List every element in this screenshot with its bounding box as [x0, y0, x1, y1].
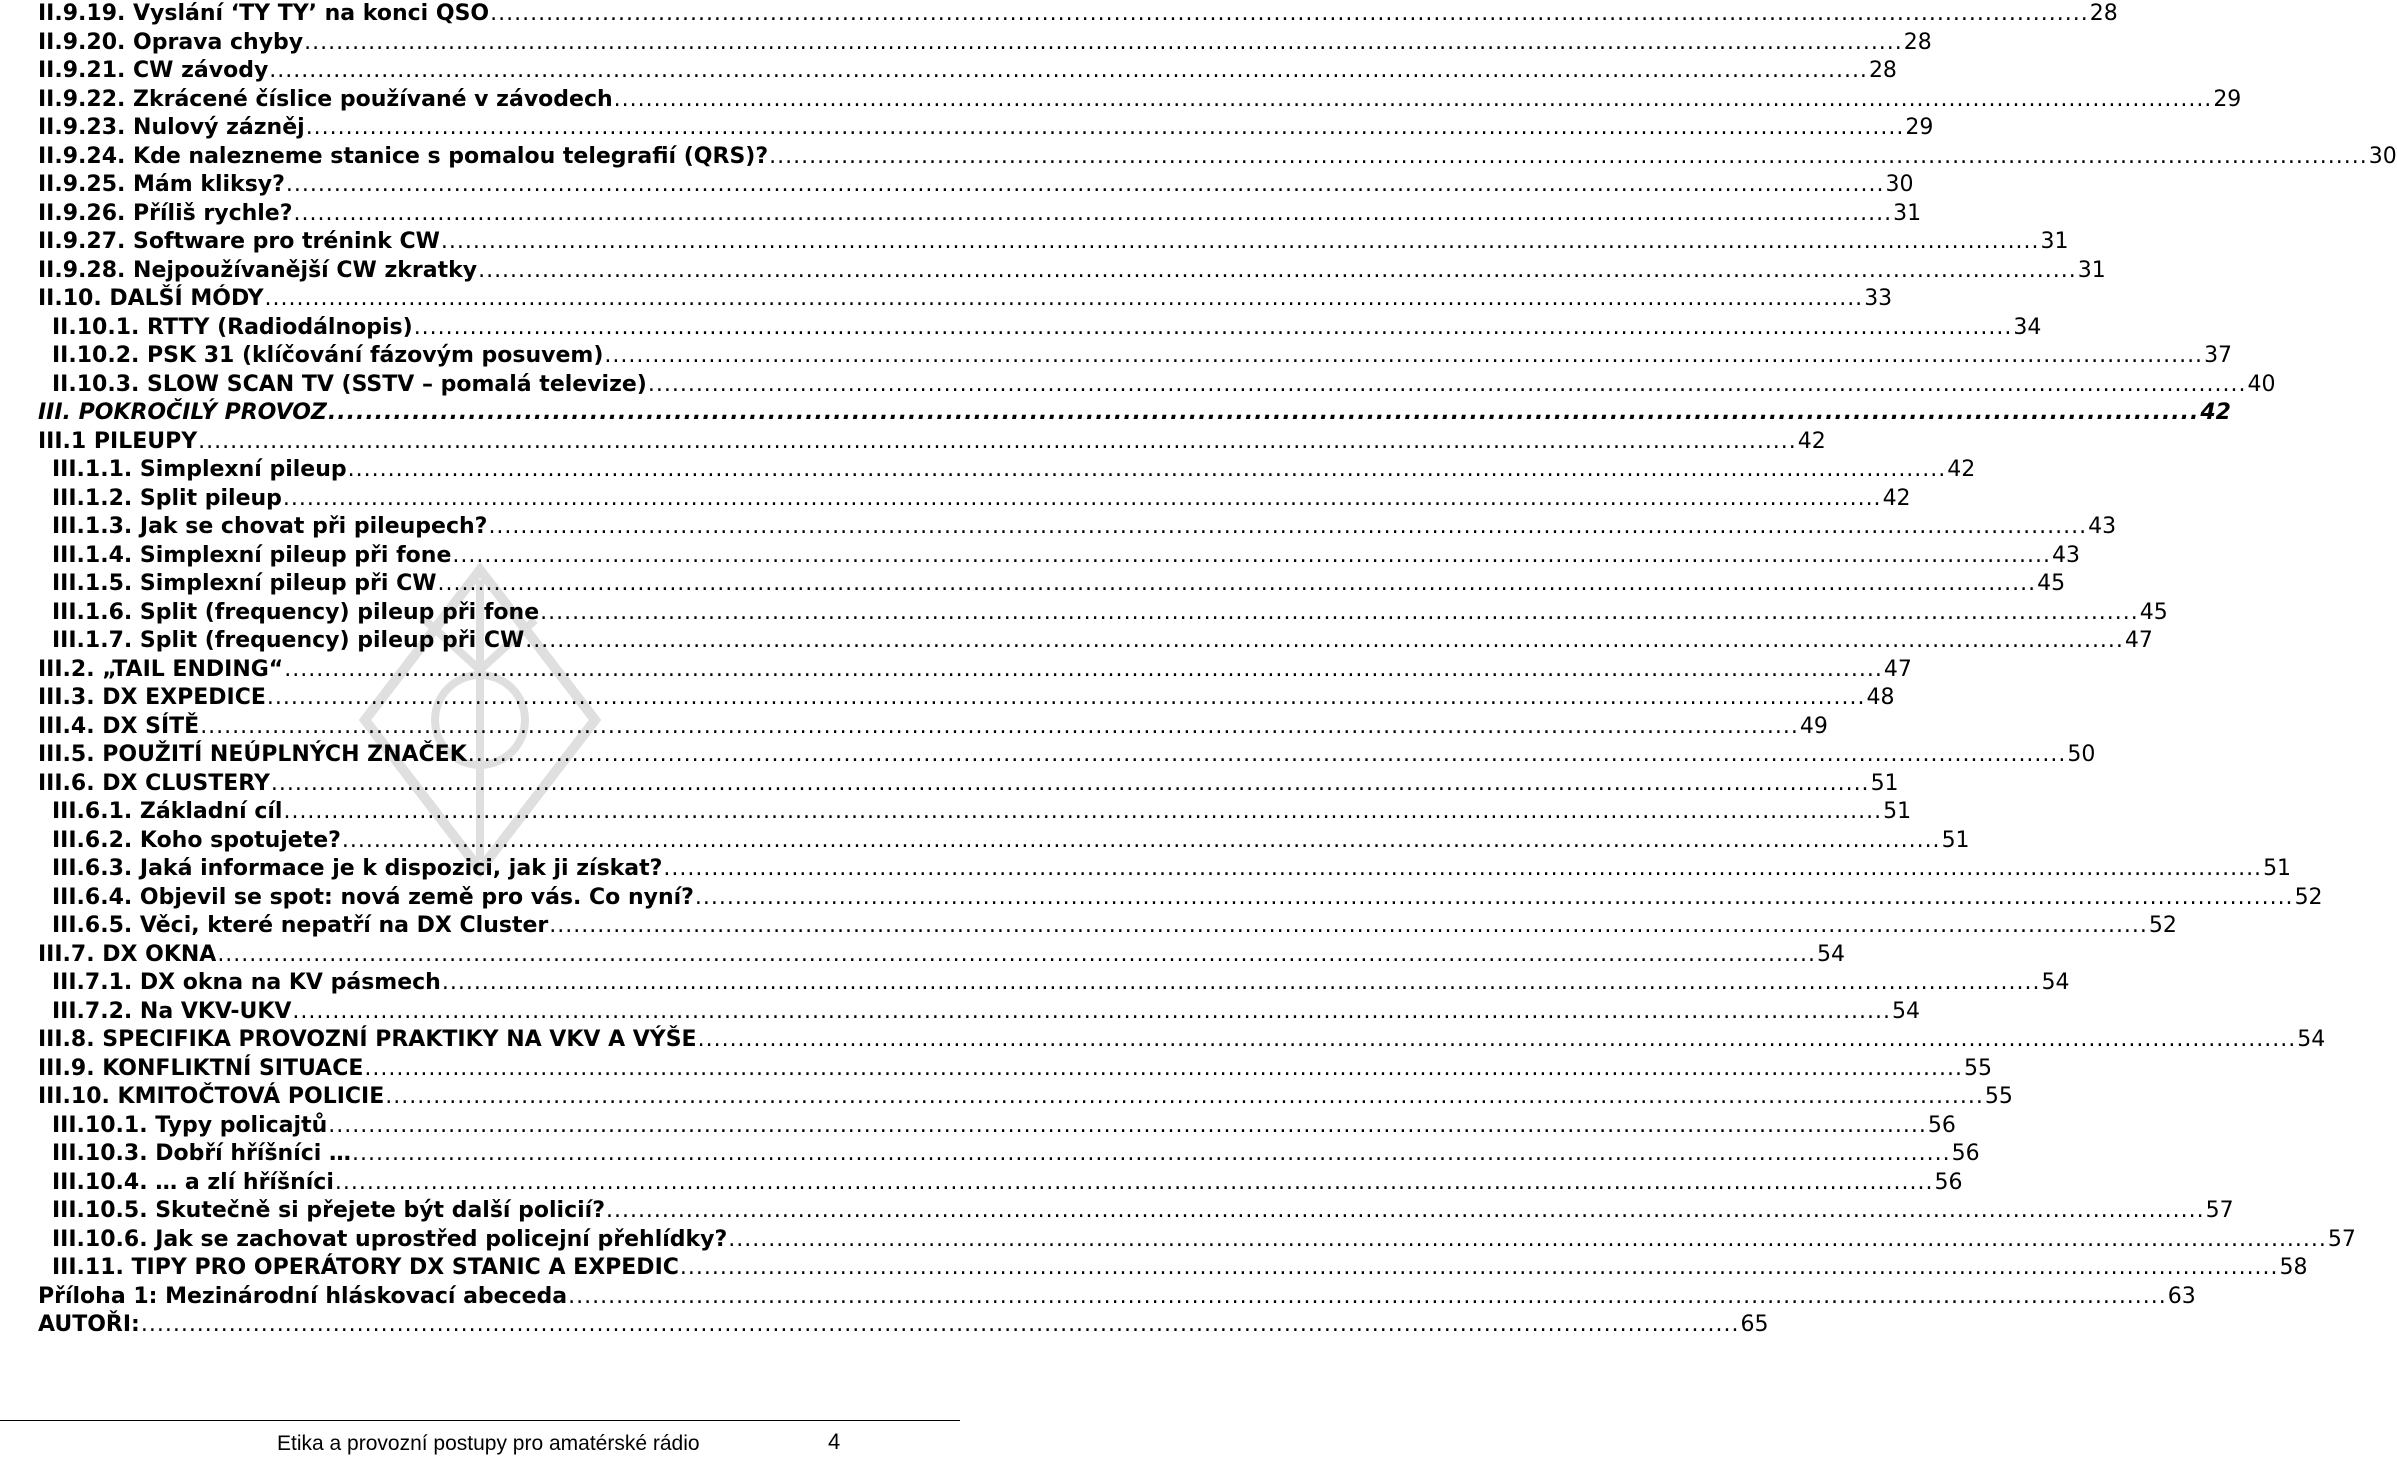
toc-dot-leader: ........................................................................................................................................................................................................	[694, 884, 2294, 910]
toc-row[interactable]	[0, 29, 1932, 57]
toc-page-number: 51	[1870, 770, 1899, 796]
toc-row[interactable]	[0, 912, 2177, 940]
toc-dot-leader: ........................................................................................................................................................................................................	[305, 115, 1905, 140]
toc-dot-leader: ........................................................................................................................................................................................................	[351, 1141, 1951, 1166]
toc-page-number: 51	[1883, 799, 1912, 824]
toc-entry[interactable]	[38, 0, 2118, 28]
toc-row[interactable]	[0, 599, 2168, 627]
toc-dot-leader: ........................................................................................................................................................................................................	[269, 58, 1868, 83]
toc-row[interactable]	[0, 456, 1976, 484]
toc-entry[interactable]	[38, 29, 1932, 57]
toc-page-number: 47	[1883, 656, 1912, 682]
toc-page-number: 48	[1866, 685, 1895, 710]
toc-row[interactable]	[0, 798, 1912, 826]
toc-dot-leader: ........................................................................................................................................................................................................	[490, 1, 2089, 26]
toc-entry-title: II.10.1. RTTY (Radiodálnopis)	[52, 314, 413, 340]
toc-entry[interactable]	[38, 713, 1828, 741]
toc-entry-title: II.9.23. Nulový zázněj	[38, 115, 305, 140]
toc-entry[interactable]	[38, 684, 1895, 712]
toc-dot-leader: ........................................................................................................................................................................................................	[728, 1226, 2327, 1252]
toc-entry-title: III.6.2. Koho spotujete?	[52, 827, 341, 853]
toc-dot-leader: ........................................................................................................................................................................................................	[605, 1198, 2205, 1223]
toc-dot-leader: ........................................................................................................................................................................................................	[283, 799, 1883, 824]
toc-page-number: 45	[2037, 571, 2066, 596]
toc-page-number: 51	[1941, 827, 1970, 853]
toc-dot-leader: ........................................................................................................................................................................................................	[266, 685, 1866, 710]
toc-page-number: 43	[2088, 514, 2117, 539]
toc-row[interactable]	[0, 485, 1911, 513]
toc-entry-title: III.6.3. Jaká informace je k dispozici, jak ji získat?	[52, 856, 663, 881]
toc-entry[interactable]	[52, 371, 2276, 399]
toc-entry[interactable]	[52, 1112, 1956, 1140]
toc-entry[interactable]	[52, 627, 2153, 655]
toc-entry-title: III. POKROČILÝ PROVOZ	[38, 400, 327, 425]
toc-page-number: 43	[2052, 542, 2081, 568]
toc-page-number: 34	[2013, 314, 2042, 340]
toc-page-number: 54	[2041, 970, 2070, 995]
toc-row[interactable]	[0, 200, 1922, 228]
toc-entry-title: III.1.4. Simplexní pileup při fone	[52, 542, 452, 568]
toc-entry[interactable]	[38, 200, 1922, 228]
toc-row[interactable]	[0, 827, 1970, 855]
toc-dot-leader: ........................................................................................................................................................................................................	[441, 970, 2041, 995]
toc-entry-title: III.1.1. Simplexní pileup	[52, 457, 347, 482]
toc-dot-leader: ........................................................................................................................................................................................................	[525, 628, 2124, 653]
toc-dot-leader: ........................................................................................................................................................................................................	[198, 428, 1797, 454]
toc-row[interactable]	[0, 542, 2081, 570]
toc-entry[interactable]	[52, 570, 2066, 598]
toc-entry[interactable]	[52, 342, 2233, 370]
toc-dot-leader: ........................................................................................................................................................................................................	[679, 1255, 2279, 1280]
toc-dot-leader: ........................................................................................................................................................................................................	[697, 1027, 2297, 1052]
toc-page-number: 49	[1799, 713, 1828, 739]
toc-entry-title: II.9.26. Příliš rychle?	[38, 200, 293, 226]
toc-entry[interactable]	[38, 941, 1845, 969]
toc-entry[interactable]	[52, 1254, 2308, 1282]
toc-dot-leader: ........................................................................................................................................................................................................	[304, 29, 1903, 55]
toc-dot-leader: ........................................................................................................................................................................................................	[385, 1084, 1984, 1109]
toc-entry[interactable]	[52, 827, 1970, 855]
toc-row[interactable]	[0, 627, 2153, 655]
toc-entry[interactable]	[38, 171, 1914, 199]
toc-dot-leader: ........................................................................................................................................................................................................	[341, 827, 1941, 853]
toc-page-number: 28	[2089, 1, 2118, 26]
toc-entry[interactable]	[52, 1226, 2356, 1254]
toc-dot-leader: ........................................................................................................................................................................................................	[540, 599, 2139, 625]
toc-entry-title: III.10.1. Typy policajtů	[52, 1112, 328, 1138]
toc-entry[interactable]	[38, 741, 2096, 769]
toc-entry-title: III.6. DX CLUSTERY	[38, 770, 270, 796]
toc-row[interactable]	[0, 57, 1897, 85]
toc-entry-title: III.1.6. Split (frequency) pileup při fone	[52, 599, 540, 625]
toc-page-number: 42	[2200, 400, 2231, 425]
toc-entry-title: II.10.2. PSK 31 (klíčování fázovým posuvem)	[52, 343, 604, 368]
toc-page-number: 42	[1947, 457, 1976, 482]
toc-entry-title: II.9.27. Software pro trénink CW	[38, 229, 440, 254]
toc-entry-title: III.10.3. Dobří hříšníci …	[52, 1141, 351, 1166]
toc-page-number: 52	[2294, 884, 2323, 910]
toc-row[interactable]	[0, 969, 2070, 997]
toc-dot-leader: ........................................................................................................................................................................................................	[328, 1112, 1927, 1138]
toc-dot-leader: ........................................................................................................................................................................................................	[467, 742, 2067, 767]
toc-entry[interactable]	[52, 1169, 1963, 1197]
toc-entry[interactable]	[38, 285, 1893, 313]
toc-page-number: 63	[2167, 1283, 2196, 1309]
toc-page-number: 30	[2368, 143, 2397, 169]
toc-entry-title: II.9.21. CW závody	[38, 58, 269, 83]
toc-dot-leader: ........................................................................................................................................................................................................	[647, 371, 2247, 397]
toc-dot-leader: ........................................................................................................................................................................................................	[452, 542, 2052, 568]
toc-row[interactable]	[0, 941, 1845, 969]
toc-row[interactable]	[0, 86, 2242, 114]
toc-dot-leader: ........................................................................................................................................................................................................	[140, 1312, 1740, 1337]
toc-page-number: 33	[1864, 286, 1893, 311]
toc-dot-leader: ........................................................................................................................................................................................................	[413, 314, 2013, 340]
toc-row[interactable]	[0, 570, 2066, 598]
toc-page-number: 29	[2213, 86, 2242, 112]
toc-entry-title: III.6.1. Základní cíl	[52, 799, 283, 824]
toc-row[interactable]	[0, 428, 1826, 456]
toc-entry[interactable]	[52, 314, 2042, 342]
toc-page-number: 50	[2067, 742, 2096, 767]
toc-entry[interactable]	[38, 1083, 2013, 1111]
toc-entry[interactable]	[38, 1026, 2326, 1054]
toc-page-number: 57	[2327, 1226, 2356, 1252]
toc-entry[interactable]	[52, 798, 1912, 826]
toc-entry[interactable]	[52, 998, 1921, 1026]
toc-page-number: 28	[1868, 58, 1897, 83]
toc-page-number: 28	[1903, 29, 1932, 55]
toc-dot-leader: ........................................................................................................................................................................................................	[284, 656, 1883, 682]
toc-page-number: 51	[2263, 856, 2292, 881]
toc-entry-title: III.11. TIPY PRO OPERÁTORY DX STANIC A EXPEDIC	[52, 1255, 679, 1280]
toc-dot-leader: ........................................................................................................................................................................................................	[334, 1169, 1934, 1195]
toc-entry[interactable]	[52, 513, 2117, 541]
toc-row[interactable]	[0, 1254, 2308, 1282]
toc-row[interactable]	[0, 342, 2233, 370]
toc-row[interactable]	[0, 257, 2106, 285]
toc-row[interactable]	[0, 1140, 1980, 1168]
toc-row[interactable]	[0, 228, 2069, 256]
toc-page-number: 56	[1951, 1141, 1980, 1166]
toc-entry-title: III.6.5. Věci, které nepatří na DX Cluster	[52, 913, 549, 938]
toc-entry-title: II.9.20. Oprava chyby	[38, 29, 304, 55]
toc-row[interactable]	[0, 1112, 1956, 1140]
toc-entry[interactable]	[38, 399, 2231, 427]
toc-dot-leader: ........................................................................................................................................................................................................	[440, 229, 2040, 254]
toc-entry[interactable]	[52, 912, 2177, 940]
toc-entry-title: III.7. DX OKNA	[38, 941, 217, 967]
toc-dot-leader: ........................................................................................................................................................................................................	[217, 941, 1816, 967]
toc-entry-title: II.10. DALŠÍ MÓDY	[38, 286, 264, 311]
toc-page-number: 57	[2205, 1198, 2234, 1223]
toc-entry[interactable]	[52, 969, 2070, 997]
toc-page-number: 54	[1816, 941, 1845, 967]
toc-entry-title: III.1.7. Split (frequency) pileup při CW	[52, 628, 525, 653]
toc-dot-leader: ........................................................................................................................................................................................................	[293, 200, 1893, 226]
toc-entry[interactable]	[38, 656, 1912, 684]
toc-entry[interactable]	[52, 855, 2292, 883]
toc-page-number: 52	[2148, 913, 2177, 938]
toc-dot-leader: ........................................................................................................................................................................................................	[292, 998, 1892, 1024]
toc-entry-title: III.10.4. … a zlí hříšníci	[52, 1169, 334, 1195]
toc-page-number: 42	[1882, 485, 1911, 511]
toc-entry[interactable]	[52, 1140, 1980, 1168]
toc-page-number: 37	[2204, 343, 2233, 368]
toc-entry[interactable]	[38, 86, 2242, 114]
toc-row[interactable]	[0, 1026, 2326, 1054]
toc-row[interactable]	[0, 1055, 1993, 1083]
toc-entry-title: AUTOŘI:	[38, 1312, 140, 1337]
toc-entry[interactable]	[52, 1197, 2234, 1225]
toc-row[interactable]	[0, 314, 2042, 342]
toc-dot-leader: ........................................................................................................................................................................................................	[364, 1055, 1964, 1081]
toc-page-number: 56	[1934, 1169, 1963, 1195]
toc-entry-title: II.9.22. Zkrácené číslice používané v závodech	[38, 86, 613, 112]
toc-page-number: 31	[1893, 200, 1922, 226]
toc-page-number: 40	[2247, 371, 2276, 397]
toc-entry[interactable]	[38, 1311, 1769, 1339]
toc-dot-leader: ........................................................................................................................................................................................................	[264, 286, 1864, 311]
toc-page-number: 47	[2124, 628, 2153, 653]
toc-entry-title: III.10.5. Skutečně si přejete být další policií?	[52, 1198, 605, 1223]
toc-entry[interactable]	[38, 57, 1897, 85]
toc-row[interactable]	[0, 114, 1934, 142]
toc-entry-title: III.9. KONFLIKTNÍ SITUACE	[38, 1055, 364, 1081]
toc-row[interactable]	[0, 770, 1899, 798]
toc-entry-title: III.7.1. DX okna na KV pásmech	[52, 970, 441, 995]
toc-entry-title: III.8. SPECIFIKA PROVOZNÍ PRAKTIKY NA VKV A VÝŠE	[38, 1027, 697, 1052]
toc-row[interactable]	[0, 741, 2096, 769]
toc-row[interactable]	[0, 1311, 1769, 1339]
toc-row[interactable]	[0, 513, 2117, 541]
toc-entry-title: III.3. DX EXPEDICE	[38, 685, 266, 710]
toc-entry[interactable]	[38, 228, 2069, 256]
toc-row[interactable]	[0, 1083, 2013, 1111]
toc-row[interactable]	[0, 285, 1893, 313]
footer-document-title: Etika a provozní postupy pro amatérské rádio	[277, 1432, 700, 1455]
toc-page-number: 55	[1984, 1084, 2013, 1109]
toc-page-number: 42	[1797, 428, 1826, 454]
toc-page-number: 30	[1885, 172, 1914, 197]
toc-row[interactable]	[0, 171, 1914, 199]
toc-page-number: 45	[2139, 599, 2168, 625]
toc-entry-title: III.7.2. Na VKV-UKV	[52, 998, 292, 1024]
toc-entry[interactable]	[38, 257, 2106, 285]
toc-row[interactable]	[0, 998, 1921, 1026]
toc-entry[interactable]	[38, 1055, 1993, 1083]
toc-entry-title: III.10. KMITOČTOVÁ POLICIE	[38, 1084, 385, 1109]
toc-entry[interactable]	[38, 143, 2397, 171]
toc-page-number: 58	[2279, 1255, 2308, 1280]
toc-dot-leader: ........................................................................................................................................................................................................	[327, 400, 2200, 425]
toc-entry-title: II.9.28. Nejpoužívanější CW zkratky	[38, 257, 478, 283]
toc-entry[interactable]	[38, 770, 1899, 798]
toc-entry-title: II.9.25. Mám kliksy?	[38, 172, 285, 197]
toc-page-number: 65	[1740, 1312, 1769, 1337]
toc-page-number: 56	[1927, 1112, 1956, 1138]
toc-dot-leader: ........................................................................................................................................................................................................	[270, 770, 1870, 796]
footer-page-number: 4	[828, 1429, 841, 1454]
toc-entry-title: III.1.3. Jak se chovat při pileupech?	[52, 514, 488, 539]
toc-dot-leader: ........................................................................................................................................................................................................	[663, 856, 2263, 881]
toc-row[interactable]	[0, 1197, 2234, 1225]
toc-entry-title: III.6.4. Objevil se spot: nová země pro vás. Co nyní?	[52, 884, 694, 910]
toc-row[interactable]	[0, 1169, 1963, 1197]
toc-entry-title: III.10.6. Jak se zachovat uprostřed policejní přehlídky?	[52, 1226, 728, 1252]
toc-row[interactable]	[0, 1226, 2356, 1254]
toc-entry-title: III.1 PILEUPY	[38, 428, 198, 454]
toc-page-number: 31	[2040, 229, 2069, 254]
toc-dot-leader: ........................................................................................................................................................................................................	[478, 257, 2077, 283]
toc-page-number: 29	[1905, 115, 1934, 140]
toc-dot-leader: ........................................................................................................................................................................................................	[769, 143, 2368, 169]
toc-entry[interactable]	[52, 542, 2081, 570]
toc-dot-leader: ........................................................................................................................................................................................................	[282, 485, 1882, 511]
footer-divider	[0, 1420, 960, 1421]
toc-entry[interactable]	[52, 456, 1976, 484]
toc-row[interactable]	[0, 713, 1828, 741]
toc-row[interactable]	[0, 855, 2292, 883]
toc-dot-leader: ........................................................................................................................................................................................................	[285, 172, 1885, 197]
toc-dot-leader: ........................................................................................................................................................................................................	[437, 571, 2037, 596]
toc-page-number: 54	[1892, 998, 1921, 1024]
toc-entry-title: III.4. DX SÍTĚ	[38, 713, 200, 739]
toc-entry-title: II.10.3. SLOW SCAN TV (SSTV – pomalá televize)	[52, 371, 647, 397]
toc-page-number: 55	[1964, 1055, 1993, 1081]
toc-entry-title: III.1.2. Split pileup	[52, 485, 282, 511]
toc-entry[interactable]	[52, 884, 2323, 912]
toc-row[interactable]	[0, 143, 2397, 171]
toc-row[interactable]	[0, 684, 1895, 712]
toc-row[interactable]	[0, 1283, 2196, 1311]
toc-dot-leader: ........................................................................................................................................................................................................	[604, 343, 2204, 368]
toc-entry[interactable]	[52, 485, 1911, 513]
toc-dot-leader: ........................................................................................................................................................................................................	[347, 457, 1947, 482]
toc-entry-title: III.1.5. Simplexní pileup při CW	[52, 571, 437, 596]
toc-row[interactable]	[0, 399, 2231, 427]
toc-entry-title: Příloha 1: Mezinárodní hláskovací abeceda	[38, 1283, 568, 1309]
toc-row[interactable]	[0, 884, 2323, 912]
toc-page-number: 31	[2077, 257, 2106, 283]
toc-dot-leader: ........................................................................................................................................................................................................	[488, 514, 2088, 539]
toc-entry-title: II.9.19. Vyslání ‘TY TY’ na konci QSO	[38, 1, 490, 26]
toc-page-number: 54	[2297, 1027, 2326, 1052]
toc-dot-leader: ........................................................................................................................................................................................................	[568, 1283, 2167, 1309]
toc-dot-leader: ........................................................................................................................................................................................................	[549, 913, 2148, 938]
toc-row[interactable]	[0, 371, 2276, 399]
toc-entry[interactable]	[38, 114, 1934, 142]
toc-row[interactable]	[0, 656, 1912, 684]
toc-row[interactable]	[0, 0, 2118, 28]
toc-dot-leader: ........................................................................................................................................................................................................	[200, 713, 1799, 739]
toc-entry[interactable]	[38, 428, 1826, 456]
toc-entry[interactable]	[38, 1283, 2196, 1311]
toc-entry-title: III.2. „TAIL ENDING“	[38, 656, 284, 682]
toc-dot-leader: ........................................................................................................................................................................................................	[613, 86, 2213, 112]
toc-entry-title: II.9.24. Kde nalezneme stanice s pomalou telegrafií (QRS)?	[38, 143, 769, 169]
toc-entry-title: III.5. POUŽITÍ NEÚPLNÝCH ZNAČEK	[38, 742, 467, 767]
toc-entry[interactable]	[52, 599, 2168, 627]
